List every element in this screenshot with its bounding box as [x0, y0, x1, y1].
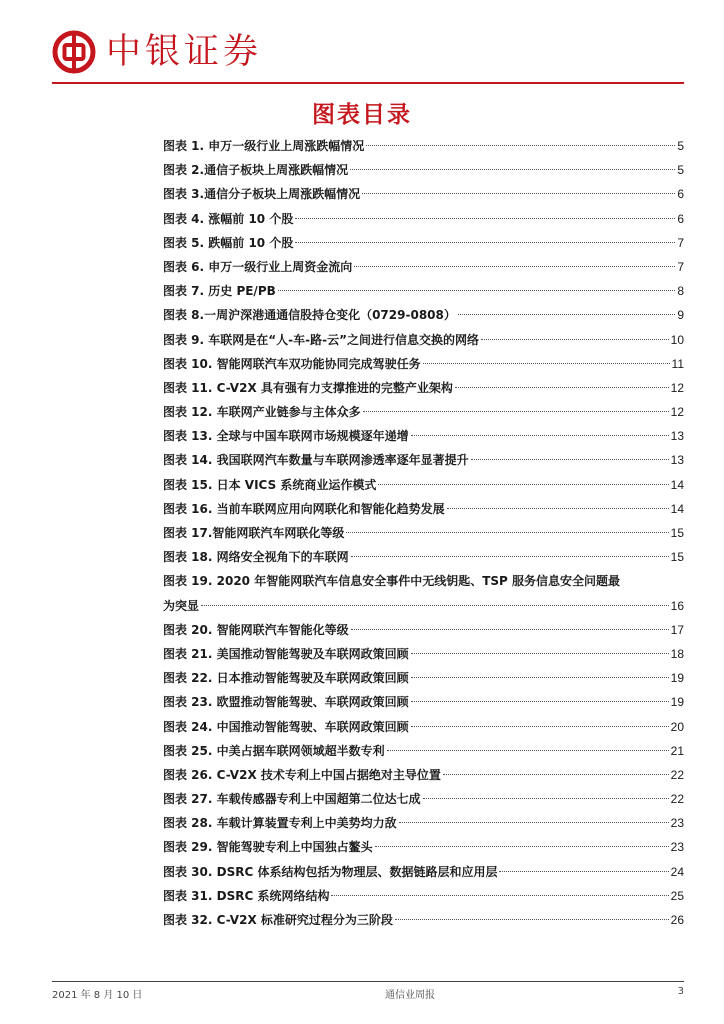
- bank-of-china-logo-icon: [52, 30, 96, 74]
- dot-leader: [331, 895, 668, 896]
- toc-entry-title: 图表 31. DSRC 系统网络结构: [163, 888, 330, 903]
- toc-list: [163, 134, 684, 932]
- toc-entry-page: 9: [677, 308, 684, 323]
- dot-leader: [346, 532, 668, 533]
- toc-entry-title: 图表 3.通信分子板块上周涨跌幅情况: [163, 187, 361, 202]
- toc-entry[interactable]: [163, 642, 684, 666]
- dot-leader: [395, 919, 669, 920]
- toc-entry-page: 7: [677, 235, 684, 250]
- toc-entry[interactable]: [163, 182, 684, 206]
- toc-entry[interactable]: [163, 207, 684, 231]
- dot-leader: [447, 508, 669, 509]
- toc-entry[interactable]: [163, 376, 684, 400]
- toc-entry-title-tail: 为突显: [163, 598, 200, 613]
- toc-entry[interactable]: [163, 787, 684, 811]
- toc-entry-page: 6: [677, 211, 684, 226]
- dot-leader: [366, 145, 675, 146]
- toc-entry-title: 图表 27. 车载传感器专利上中国超第二位达七成: [163, 792, 421, 807]
- toc-entry-title: 图表 13. 全球与中国车联网市场规模逐年递增: [163, 429, 409, 444]
- toc-entry[interactable]: [163, 448, 684, 472]
- page-footer: [52, 986, 684, 1001]
- toc-entry[interactable]: [163, 860, 684, 884]
- toc-entry-title: 图表 22. 日本推动智能驾驶及车联网政策回顾: [163, 671, 409, 686]
- toc-entry-page: 22: [670, 767, 684, 782]
- toc-title: 图表目录: [312, 102, 412, 128]
- brand-name: 中银证券: [106, 32, 263, 72]
- toc-entry[interactable]: [163, 618, 684, 642]
- toc-entry-page: 6: [677, 187, 684, 202]
- dot-leader: [443, 774, 669, 775]
- footer-divider: [52, 981, 684, 982]
- footer-report-type: 通信业周报: [385, 990, 436, 1001]
- toc-entry[interactable]: [163, 134, 684, 158]
- toc-entry[interactable]: [163, 569, 684, 617]
- dot-leader: [354, 266, 675, 267]
- toc-entry[interactable]: [163, 473, 684, 497]
- toc-entry-title: 图表 14. 我国联网汽车数量与车联网渗透率逐年显著提升: [163, 453, 469, 468]
- toc-entry[interactable]: [163, 545, 684, 569]
- toc-entry-title: 图表 28. 车载计算装置专利上中美势均力敌: [163, 816, 397, 831]
- dot-leader: [201, 605, 669, 606]
- toc-entry-title: 图表 1. 申万一级行业上周涨跌幅情况: [163, 139, 365, 153]
- toc-entry-page: 8: [677, 284, 684, 299]
- dot-leader: [411, 726, 669, 727]
- dot-leader: [399, 822, 669, 823]
- toc-entry-page: 15: [670, 550, 684, 565]
- footer-page-number: 3: [677, 986, 684, 997]
- dot-leader: [387, 750, 669, 751]
- toc-entry[interactable]: [163, 231, 684, 255]
- toc-entry[interactable]: [163, 835, 684, 859]
- toc-entry-page: 24: [670, 864, 684, 879]
- dot-leader: [471, 459, 669, 460]
- dot-leader: [411, 701, 669, 702]
- toc-entry-title: 图表 7. 历史 PE/PB: [163, 284, 276, 299]
- toc-entry-page: 14: [670, 477, 684, 492]
- toc-entry[interactable]: [163, 279, 684, 303]
- toc-entry[interactable]: [163, 521, 684, 545]
- toc-entry-title: 图表 11. C-V2X 具有强有力支撑推进的完整产业架构: [163, 380, 453, 395]
- dot-leader: [375, 846, 669, 847]
- toc-entry[interactable]: [163, 666, 684, 690]
- toc-entry-title: 图表 18. 网络安全视角下的车联网: [163, 550, 349, 565]
- dot-leader: [499, 871, 668, 872]
- toc-entry-page: 12: [670, 405, 684, 420]
- toc-entry-page: 19: [670, 695, 684, 710]
- toc-entry[interactable]: [163, 715, 684, 739]
- toc-entry-page: 13: [670, 453, 684, 468]
- toc-entry-page: 22: [670, 792, 684, 807]
- toc-entry[interactable]: [163, 497, 684, 521]
- toc-entry[interactable]: [163, 908, 684, 932]
- toc-entry-title: 图表 17.智能网联汽车网联化等级: [163, 526, 345, 540]
- toc-entry-title: 图表 32. C-V2X 标准研究过程分为三阶段: [163, 913, 393, 928]
- toc-entry-title: 图表 4. 涨幅前 10 个股: [163, 211, 294, 226]
- toc-entry-page: 23: [670, 840, 684, 855]
- toc-entry-title: 图表 2.通信子板块上周涨跌幅情况: [163, 163, 349, 178]
- dot-leader: [411, 653, 669, 654]
- toc-entry-title: 图表 6. 申万一级行业上周资金流向: [163, 259, 353, 274]
- dot-leader: [350, 169, 675, 170]
- toc-entry-page: 26: [670, 913, 684, 928]
- dot-leader: [295, 242, 675, 243]
- toc-entry-page: 10: [670, 332, 684, 347]
- toc-entry[interactable]: [163, 255, 684, 279]
- toc-entry[interactable]: [163, 424, 684, 448]
- dot-leader: [411, 677, 669, 678]
- toc-entry-title: 图表 26. C-V2X 技术专利上中国占据绝对主导位置: [163, 767, 441, 782]
- header-divider: [52, 82, 684, 84]
- toc-entry-title: 图表 20. 智能网联汽车智能化等级: [163, 622, 349, 637]
- toc-entry[interactable]: [163, 884, 684, 908]
- toc-entry-title: 图表 24. 中国推动智能驾驶、车联网政策回顾: [163, 719, 409, 734]
- toc-entry-title: 图表 16. 当前车联网应用向网联化和智能化趋势发展: [163, 501, 445, 516]
- toc-entry-page: 15: [670, 526, 684, 540]
- toc-entry-title: 图表 5. 跌幅前 10 个股: [163, 235, 294, 250]
- dot-leader: [378, 484, 668, 485]
- toc-entry-page: 19: [670, 671, 684, 686]
- toc-entry-page: 13: [670, 429, 684, 444]
- toc-entry-title: 图表 30. DSRC 体系结构包括为物理层、数据链路层和应用层: [163, 864, 498, 879]
- toc-entry-page: 21: [670, 743, 684, 758]
- toc-entry-title-continued: [163, 594, 684, 618]
- dot-leader: [481, 339, 669, 340]
- dot-leader: [278, 290, 676, 291]
- toc-entry-title: 图表 29. 智能驾驶专利上中国独占鳌头: [163, 840, 373, 855]
- toc-entry[interactable]: [163, 158, 684, 182]
- toc-entry-page: 23: [670, 816, 684, 831]
- dot-leader: [351, 629, 669, 630]
- toc-entry[interactable]: [163, 690, 684, 714]
- toc-entry-page: 14: [670, 501, 684, 516]
- toc-entry-title: 图表 10. 智能网联汽车双功能协同完成驾驶任务: [163, 356, 421, 371]
- dot-leader: [423, 363, 670, 364]
- toc-entry-page: 18: [670, 646, 684, 661]
- dot-leader: [295, 218, 675, 219]
- dot-leader: [423, 798, 669, 799]
- toc-entry-page: 16: [670, 598, 684, 613]
- dot-leader: [363, 411, 669, 412]
- toc-entry-page: 7: [677, 259, 684, 274]
- toc-entry-page: 12: [670, 380, 684, 395]
- toc-entry[interactable]: [163, 811, 684, 835]
- toc-entry-page: 5: [677, 163, 684, 178]
- toc-entry-title: 图表 21. 美国推动智能驾驶及车联网政策回顾: [163, 646, 409, 661]
- footer-date: 2021 年 8 月 10 日: [52, 990, 143, 1001]
- toc-entry[interactable]: [163, 400, 684, 424]
- toc-entry-page: 17: [670, 622, 684, 637]
- dot-leader: [455, 387, 669, 388]
- dot-leader: [362, 193, 675, 194]
- dot-leader: [458, 314, 675, 315]
- dot-leader: [351, 556, 669, 557]
- toc-entry-title: 图表 12. 车联网产业链参与主体众多: [163, 405, 361, 420]
- toc-entry[interactable]: [163, 303, 684, 327]
- toc-entry-title: 图表 9. 车联网是在“人-车-路-云”之间进行信息交换的网络: [163, 332, 479, 347]
- toc-entry-page: 11: [671, 356, 684, 371]
- page-header: [52, 28, 262, 76]
- toc-entry-page: 5: [677, 139, 684, 153]
- toc-entry[interactable]: [163, 763, 684, 787]
- toc-entry[interactable]: [163, 352, 684, 376]
- toc-entry-page: 25: [670, 888, 684, 903]
- toc-entry-page: 20: [670, 719, 684, 734]
- dot-leader: [411, 435, 669, 436]
- toc-entry-title: 图表 25. 中美占据车联网领域超半数专利: [163, 743, 385, 758]
- toc-entry-title: 图表 19. 2020 年智能网联汽车信息安全事件中无线钥匙、TSP 服务信息安全问题最: [163, 574, 620, 589]
- toc-entry-title: 图表 23. 欧盟推动智能驾驶、车联网政策回顾: [163, 695, 409, 710]
- toc-entry-title: 图表 15. 日本 VICS 系统商业运作模式: [163, 477, 377, 492]
- toc-entry-title: 图表 8.一周沪深港通通信股持仓变化（0729-0808）: [163, 308, 456, 323]
- toc-entry[interactable]: [163, 328, 684, 352]
- toc-entry[interactable]: [163, 739, 684, 763]
